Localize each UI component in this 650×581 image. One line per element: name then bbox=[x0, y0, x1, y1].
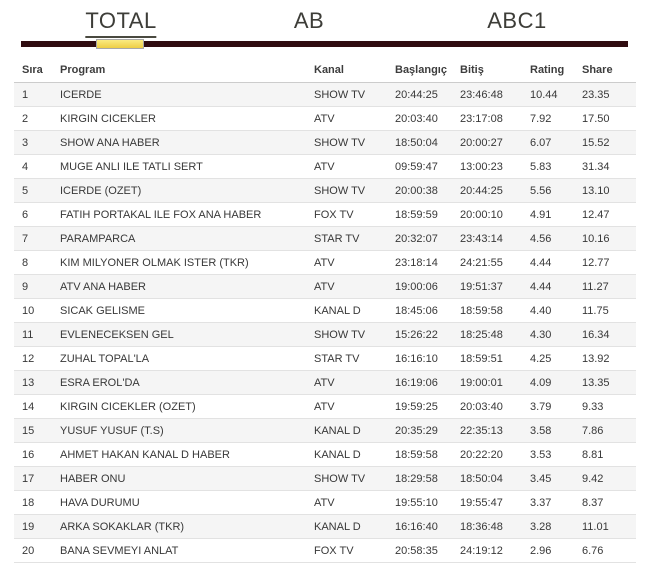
table-row bbox=[14, 83, 636, 107]
cell-share: 8.81 bbox=[582, 448, 604, 461]
cell-sira: 4 bbox=[22, 160, 29, 173]
table-row bbox=[14, 443, 636, 467]
cell-baslangic: 20:00:38 bbox=[395, 184, 438, 197]
table-row bbox=[14, 131, 636, 155]
cell-bitis: 18:25:48 bbox=[460, 328, 503, 341]
cell-kanal: ATV bbox=[314, 256, 335, 269]
cell-bitis: 20:03:40 bbox=[460, 400, 503, 413]
cell-kanal: ATV bbox=[314, 280, 335, 293]
cell-kanal: SHOW TV bbox=[314, 328, 366, 341]
cell-share: 11.75 bbox=[582, 304, 609, 317]
cell-share: 13.92 bbox=[582, 352, 610, 365]
cell-kanal: SHOW TV bbox=[314, 472, 366, 485]
table-header-row bbox=[14, 58, 636, 83]
column-header-rating: Rating bbox=[530, 64, 565, 76]
cell-share: 13.35 bbox=[582, 376, 610, 389]
cell-rating: 4.44 bbox=[530, 256, 552, 269]
cell-program: ATV ANA HABER bbox=[60, 280, 146, 293]
cell-rating: 7.92 bbox=[530, 112, 552, 125]
cell-rating: 5.83 bbox=[530, 160, 552, 173]
table-body bbox=[14, 83, 636, 563]
cell-share: 7.86 bbox=[582, 424, 604, 437]
cell-sira: 12 bbox=[22, 352, 35, 365]
cell-sira: 9 bbox=[22, 280, 29, 293]
tab-ab[interactable]: AB bbox=[293, 8, 325, 33]
table-row bbox=[14, 347, 636, 371]
table-row bbox=[14, 179, 636, 203]
table-row bbox=[14, 275, 636, 299]
cell-sira: 15 bbox=[22, 424, 35, 437]
cell-bitis: 20:00:10 bbox=[460, 208, 503, 221]
cell-bitis: 18:59:51 bbox=[460, 352, 503, 365]
cell-bitis: 23:43:14 bbox=[460, 232, 503, 245]
cell-sira: 10 bbox=[22, 304, 35, 317]
cell-bitis: 22:35:13 bbox=[460, 424, 503, 437]
cell-share: 12.77 bbox=[582, 256, 610, 269]
cell-baslangic: 18:59:59 bbox=[395, 208, 438, 221]
cell-rating: 3.37 bbox=[530, 496, 552, 509]
table-row bbox=[14, 539, 636, 563]
cell-rating: 2.96 bbox=[530, 544, 552, 557]
cell-rating: 3.45 bbox=[530, 472, 552, 485]
cell-program: SHOW ANA HABER bbox=[60, 136, 160, 149]
cell-sira: 8 bbox=[22, 256, 29, 269]
cell-rating: 4.09 bbox=[530, 376, 552, 389]
cell-sira: 7 bbox=[22, 232, 29, 245]
cell-kanal: ATV bbox=[314, 400, 335, 413]
table-row bbox=[14, 419, 636, 443]
cell-baslangic: 09:59:47 bbox=[395, 160, 438, 173]
cell-share: 11.27 bbox=[582, 280, 609, 293]
cell-kanal: KANAL D bbox=[314, 304, 361, 317]
table-row bbox=[14, 467, 636, 491]
cell-rating: 3.28 bbox=[530, 520, 552, 533]
cell-baslangic: 18:50:04 bbox=[395, 136, 438, 149]
cell-program: KIM MILYONER OLMAK ISTER (TKR) bbox=[60, 256, 249, 269]
cell-kanal: STAR TV bbox=[314, 352, 360, 365]
cell-baslangic: 16:16:10 bbox=[395, 352, 438, 365]
cell-baslangic: 18:45:06 bbox=[395, 304, 438, 317]
table-row bbox=[14, 515, 636, 539]
cell-share: 6.76 bbox=[582, 544, 604, 557]
cell-program: PARAMPARCA bbox=[60, 232, 136, 245]
cell-baslangic: 18:59:58 bbox=[395, 448, 438, 461]
cell-kanal: ATV bbox=[314, 376, 335, 389]
cell-kanal: KANAL D bbox=[314, 424, 361, 437]
cell-share: 12.47 bbox=[582, 208, 610, 221]
cell-sira: 2 bbox=[22, 112, 29, 125]
cell-baslangic: 20:44:25 bbox=[395, 88, 438, 101]
cell-baslangic: 19:59:25 bbox=[395, 400, 438, 413]
cell-rating: 3.79 bbox=[530, 400, 552, 413]
cell-bitis: 19:51:37 bbox=[460, 280, 503, 293]
cell-baslangic: 20:35:29 bbox=[395, 424, 438, 437]
cell-program: SICAK GELISME bbox=[60, 304, 145, 317]
cell-program: ICERDE (OZET) bbox=[60, 184, 142, 197]
cell-rating: 4.40 bbox=[530, 304, 552, 317]
cell-kanal: STAR TV bbox=[314, 232, 360, 245]
column-header-sira: Sıra bbox=[22, 64, 43, 76]
cell-program: HAVA DURUMU bbox=[60, 496, 140, 509]
cell-kanal: KANAL D bbox=[314, 448, 361, 461]
cell-rating: 5.56 bbox=[530, 184, 552, 197]
cell-program: FATIH PORTAKAL ILE FOX ANA HABER bbox=[60, 208, 262, 221]
cell-bitis: 24:19:12 bbox=[460, 544, 503, 557]
cell-share: 9.33 bbox=[582, 400, 604, 413]
cell-sira: 3 bbox=[22, 136, 29, 149]
cell-baslangic: 15:26:22 bbox=[395, 328, 438, 341]
cell-program: HABER ONU bbox=[60, 472, 126, 485]
cell-program: YUSUF YUSUF (T.S) bbox=[60, 424, 164, 437]
cell-kanal: ATV bbox=[314, 112, 335, 125]
cell-sira: 6 bbox=[22, 208, 29, 221]
cell-kanal: FOX TV bbox=[314, 544, 354, 557]
cell-share: 13.10 bbox=[582, 184, 610, 197]
table-row bbox=[14, 323, 636, 347]
cell-program: ESRA EROL'DA bbox=[60, 376, 140, 389]
cell-bitis: 18:50:04 bbox=[460, 472, 503, 485]
cell-share: 9.42 bbox=[582, 472, 604, 485]
cell-share: 23.35 bbox=[582, 88, 610, 101]
cell-baslangic: 20:32:07 bbox=[395, 232, 438, 245]
cell-rating: 10.44 bbox=[530, 88, 558, 101]
cell-sira: 14 bbox=[22, 400, 35, 413]
cell-kanal: FOX TV bbox=[314, 208, 354, 221]
cell-program: KIRGIN CICEKLER bbox=[60, 112, 156, 125]
cell-baslangic: 23:18:14 bbox=[395, 256, 438, 269]
demographic-tabs bbox=[0, 0, 650, 50]
column-header-kanal: Kanal bbox=[314, 64, 344, 76]
cell-bitis: 19:55:47 bbox=[460, 496, 503, 509]
cell-rating: 4.30 bbox=[530, 328, 552, 341]
cell-kanal: SHOW TV bbox=[314, 88, 366, 101]
cell-bitis: 20:00:27 bbox=[460, 136, 503, 149]
cell-bitis: 13:00:23 bbox=[460, 160, 503, 173]
cell-share: 31.34 bbox=[582, 160, 610, 173]
column-header-program: Program bbox=[60, 64, 106, 76]
cell-sira: 19 bbox=[22, 520, 35, 533]
cell-kanal: ATV bbox=[314, 160, 335, 173]
cell-bitis: 24:21:55 bbox=[460, 256, 503, 269]
cell-bitis: 19:00:01 bbox=[460, 376, 503, 389]
cell-program: AHMET HAKAN KANAL D HABER bbox=[60, 448, 230, 461]
cell-share: 8.37 bbox=[582, 496, 604, 509]
cell-sira: 13 bbox=[22, 376, 35, 389]
table-row bbox=[14, 395, 636, 419]
cell-bitis: 20:44:25 bbox=[460, 184, 503, 197]
cell-baslangic: 16:19:06 bbox=[395, 376, 438, 389]
cell-bitis: 23:46:48 bbox=[460, 88, 503, 101]
table-row bbox=[14, 107, 636, 131]
cell-rating: 3.58 bbox=[530, 424, 552, 437]
table-row bbox=[14, 227, 636, 251]
cell-share: 10.16 bbox=[582, 232, 610, 245]
table-row bbox=[14, 491, 636, 515]
active-tab-indicator bbox=[96, 39, 144, 49]
cell-program: ARKA SOKAKLAR (TKR) bbox=[60, 520, 185, 533]
cell-rating: 4.25 bbox=[530, 352, 552, 365]
cell-sira: 17 bbox=[22, 472, 35, 485]
ratings-table bbox=[14, 58, 636, 563]
cell-sira: 11 bbox=[22, 328, 34, 341]
cell-sira: 18 bbox=[22, 496, 35, 509]
cell-program: EVLENECEKSEN GEL bbox=[60, 328, 174, 341]
cell-sira: 16 bbox=[22, 448, 35, 461]
cell-rating: 6.07 bbox=[530, 136, 552, 149]
cell-kanal: KANAL D bbox=[314, 520, 361, 533]
cell-bitis: 18:59:58 bbox=[460, 304, 503, 317]
cell-baslangic: 20:58:35 bbox=[395, 544, 438, 557]
cell-program: BANA SEVMEYI ANLAT bbox=[60, 544, 179, 557]
cell-baslangic: 20:03:40 bbox=[395, 112, 438, 125]
cell-program: ICERDE bbox=[60, 88, 102, 101]
cell-sira: 1 bbox=[22, 88, 29, 101]
table-row bbox=[14, 155, 636, 179]
column-header-share: Share bbox=[582, 64, 613, 76]
cell-program: KIRGIN CICEKLER (OZET) bbox=[60, 400, 196, 413]
cell-share: 15.52 bbox=[582, 136, 610, 149]
cell-baslangic: 18:29:58 bbox=[395, 472, 438, 485]
table-row bbox=[14, 203, 636, 227]
cell-baslangic: 19:55:10 bbox=[395, 496, 438, 509]
cell-rating: 4.56 bbox=[530, 232, 552, 245]
cell-kanal: ATV bbox=[314, 496, 335, 509]
cell-baslangic: 19:00:06 bbox=[395, 280, 438, 293]
cell-share: 17.50 bbox=[582, 112, 610, 125]
table-row bbox=[14, 299, 636, 323]
cell-rating: 4.91 bbox=[530, 208, 552, 221]
cell-baslangic: 16:16:40 bbox=[395, 520, 438, 533]
cell-rating: 3.53 bbox=[530, 448, 552, 461]
cell-program: ZUHAL TOPAL'LA bbox=[60, 352, 150, 365]
cell-share: 11.01 bbox=[582, 520, 609, 533]
cell-bitis: 23:17:08 bbox=[460, 112, 503, 125]
tab-total[interactable]: TOTAL bbox=[85, 8, 156, 38]
cell-bitis: 18:36:48 bbox=[460, 520, 503, 533]
cell-bitis: 20:22:20 bbox=[460, 448, 503, 461]
cell-kanal: SHOW TV bbox=[314, 136, 366, 149]
cell-program: MUGE ANLI ILE TATLI SERT bbox=[60, 160, 203, 173]
column-header-baslangic: Başlangıç bbox=[395, 64, 447, 76]
table-row bbox=[14, 371, 636, 395]
tab-abc1[interactable]: ABC1 bbox=[487, 8, 547, 33]
table-row bbox=[14, 251, 636, 275]
cell-kanal: SHOW TV bbox=[314, 184, 366, 197]
cell-rating: 4.44 bbox=[530, 280, 552, 293]
cell-sira: 20 bbox=[22, 544, 35, 557]
column-header-bitis: Bitiş bbox=[460, 64, 484, 76]
cell-sira: 5 bbox=[22, 184, 29, 197]
cell-share: 16.34 bbox=[582, 328, 610, 341]
